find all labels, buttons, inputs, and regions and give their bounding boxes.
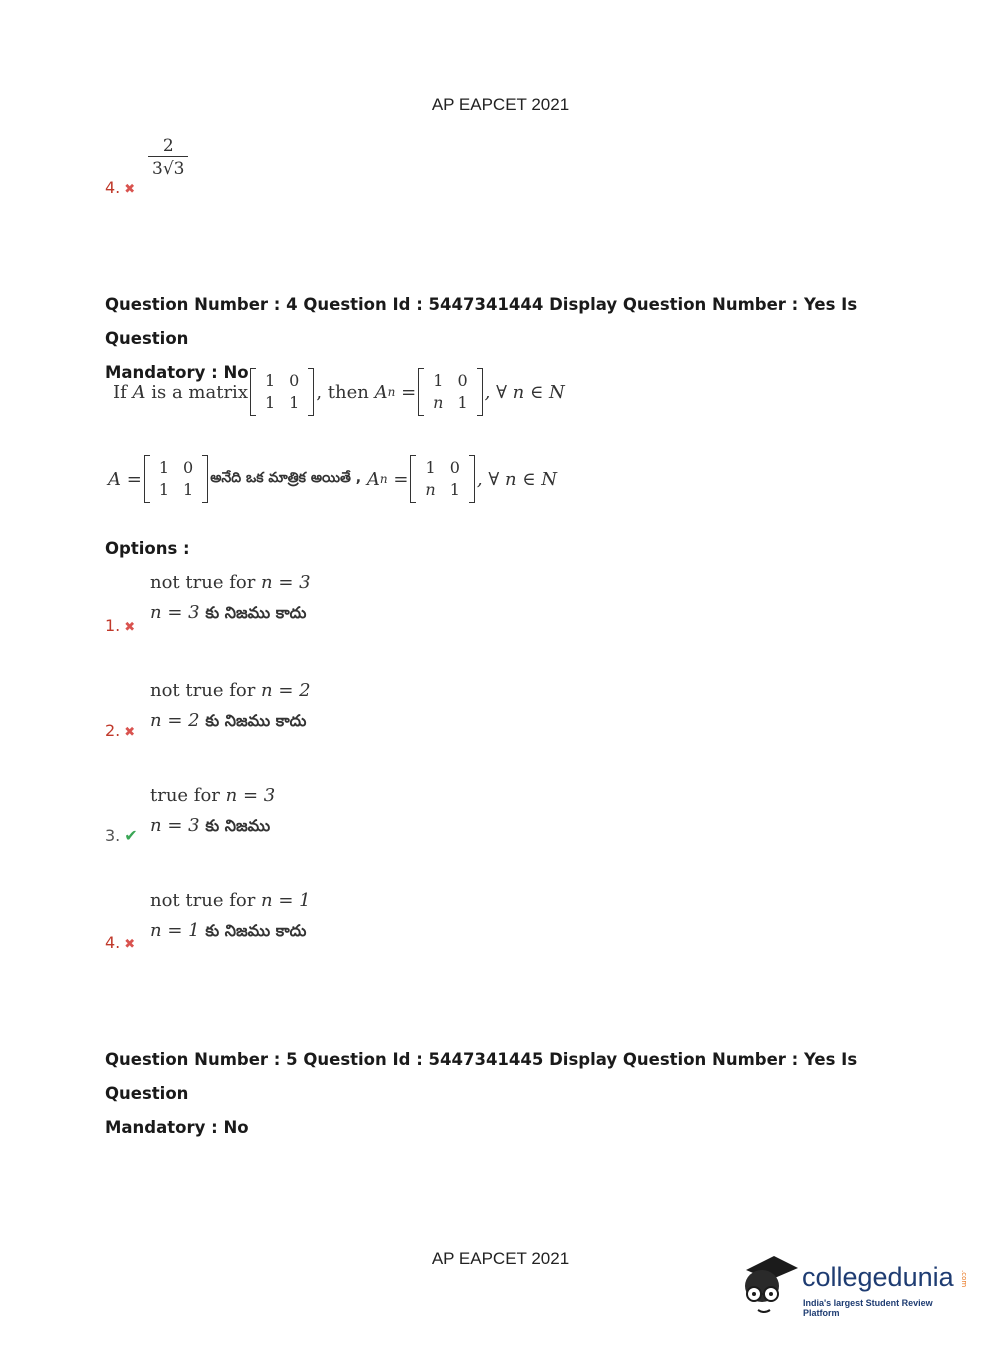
te-text: అనేది ఒక మాత్రిక అయితే , <box>210 469 362 486</box>
question-header-line2: Mandatory : No <box>105 363 249 382</box>
mascot-icon <box>740 1248 800 1318</box>
question-telugu: A = 1 0 1 1 అనేది ఒక మాత్రిక అయితే , A n = 1 0 n 1 , ∀ n ∈ N <box>108 455 557 503</box>
page-header: AP EAPCET 2021 <box>431 95 570 114</box>
matrix-an: 1 0 n 1 <box>418 368 483 416</box>
cross-icon: ✖ <box>124 725 136 740</box>
fraction-numerator: 2 <box>162 136 174 156</box>
cross-icon: ✖ <box>124 620 136 635</box>
collegedunia-logo <box>740 1248 970 1318</box>
cross-icon: ✖ <box>124 937 136 952</box>
options-label: Options : <box>105 539 190 558</box>
question-header-line1: Question Number : 4 Question Id : 5447341444 Display Question Number : Yes Is Question <box>105 295 858 348</box>
question-5-header <box>105 1043 905 1145</box>
option-2-marker: 2. ✖ <box>105 721 136 740</box>
prev-option-4 <box>105 178 135 197</box>
matrix-a: 1 0 1 1 <box>250 368 314 416</box>
q-an: A <box>374 381 388 403</box>
brand-name: collegedunia <box>802 1262 954 1292</box>
option-1-text: not true for n = 3 n = 3 కు నిజము కాదు <box>150 572 311 623</box>
brand-tagline: India's largest Student Review Platform <box>803 1298 933 1318</box>
option-4-text: not true for n = 1 n = 1 కు నిజము కాదు <box>150 890 311 941</box>
q-then: , then <box>316 381 369 403</box>
cross-icon: ✖ <box>124 182 136 197</box>
fraction-denominator: 3√3 <box>148 156 188 179</box>
check-icon: ✔ <box>124 826 138 845</box>
question-english: If A is a matrix 1 0 1 1 , then A n = 1 0 n 1 , ∀ n ∈ N <box>113 368 565 416</box>
brand-com: .com <box>960 1270 968 1288</box>
option-4-marker: 4. ✖ <box>105 933 136 952</box>
matrix-an-te: 1 0 n 1 <box>410 455 475 503</box>
option-1-marker: 1. ✖ <box>105 616 136 635</box>
question-header-line1: Question Number : 5 Question Id : 5447341445 Display Question Number : Yes Is Question <box>105 1050 858 1103</box>
option-number: 4. <box>105 178 121 197</box>
te-suffix: , ∀ n ∈ N <box>476 468 558 490</box>
option-2-text: not true for n = 2 n = 2 కు నిజము కాదు <box>150 680 311 731</box>
prev-option-fraction <box>148 136 188 179</box>
option-3-marker: 3. ✔ <box>105 826 138 845</box>
option-3-text: true for n = 3 n = 3 కు నిజము <box>150 785 276 836</box>
page-footer: AP EAPCET 2021 <box>431 1249 570 1268</box>
q-var: A <box>132 381 146 403</box>
question-header-line2: Mandatory : No <box>105 1118 249 1137</box>
te-lhs: A = <box>108 468 142 490</box>
q-suffix: , ∀ n ∈ N <box>484 381 565 403</box>
q-mid: is a matrix <box>151 381 248 403</box>
q-prefix: If <box>113 381 127 403</box>
matrix-a-te: 1 0 1 1 <box>144 455 208 503</box>
